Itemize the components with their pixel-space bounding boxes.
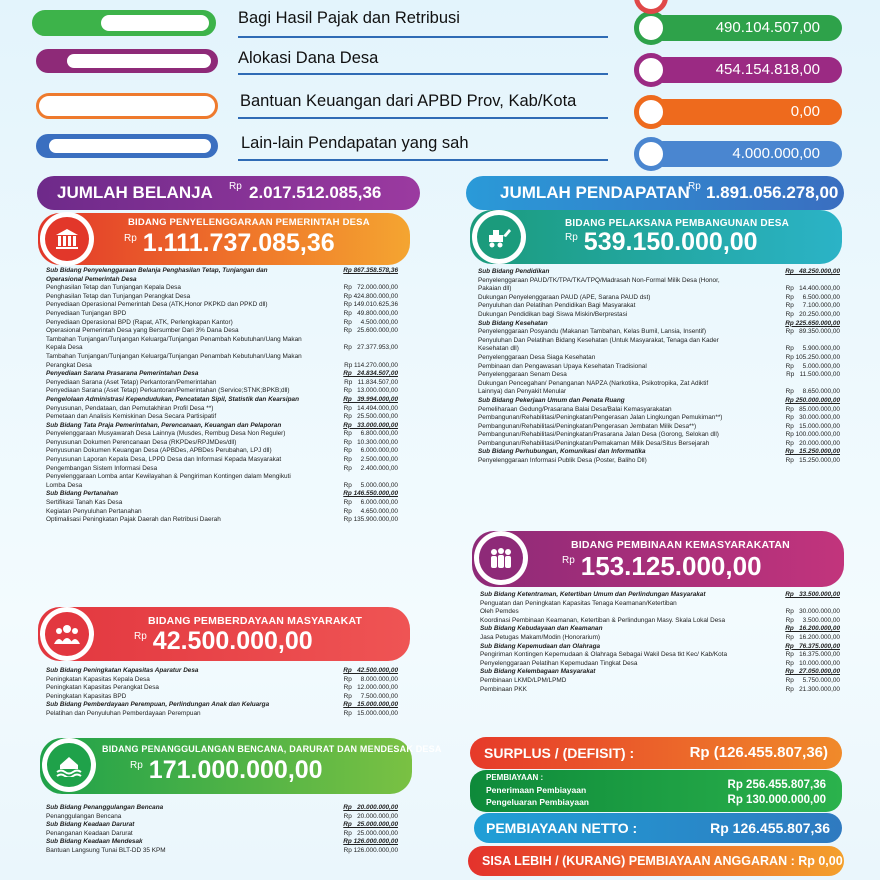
row-description: Pembinaan LKMD/LPM/LPMD — [480, 676, 567, 684]
row-description: Penyediaan Operasional BPD (Rapat, ATK, Perlengkapan Kantor) — [46, 318, 233, 326]
table-row — [46, 701, 398, 710]
table-row — [46, 499, 398, 508]
bidang-pemberdayaan-table — [46, 667, 398, 719]
table-row — [46, 821, 398, 830]
row-description: Jasa Petugas Makam/Modin (Honorarium) — [480, 633, 601, 641]
row-amount: Rp 49.800.000,00 — [343, 309, 398, 317]
row-description: Lomba Desa — [46, 481, 83, 489]
row-description: Pengelolaan Administrasi Kependudukan, Pencatatan Sipil, Statistik dan Kearsipan — [46, 395, 299, 403]
bidang-pembinaan-header: BIDANG PEMBINAAN KEMASYARAKATAN $^{Rp}$ 153.125.000,00 — [472, 531, 844, 587]
disaster-flood-icon — [42, 738, 96, 792]
row-description: Penanganan Keadaan Darurat — [46, 829, 133, 837]
table-row — [478, 294, 840, 303]
row-amount: Rp 2.400.000,00 — [343, 464, 398, 472]
row-amount: Rp 114.270.000,00 — [344, 361, 398, 369]
table-row — [46, 344, 398, 353]
table-row — [46, 465, 398, 474]
row-amount: Rp 14.400.000,00 — [785, 285, 840, 293]
row-description: Sub Bidang Pemberdayaan Perempuan, Perlindungan Anak dan Keluarga — [46, 701, 270, 709]
row-description: Sub Bidang Penanggulangan Bencana — [46, 804, 164, 811]
table-row — [480, 643, 840, 652]
row-description: Pembangunan/Rehabilitasi/Peningkatan/Pengerasan Jalan Lingkungan Pemukiman**) — [478, 414, 723, 422]
table-row — [46, 667, 398, 676]
table-row — [480, 686, 840, 695]
row-description: Penyelenggaraan Senam Desa — [478, 371, 567, 379]
row-description: Penyuluhan Dan Pelatihan Bidang Kesehatan (Untuk Masyarakat, Tenaga dan Kader — [478, 336, 719, 344]
row-description: Optimalisasi Peningkatan Pajak Daerah dan Retribusi Daerah — [46, 516, 221, 524]
row-amount: Rp 424.800.000,00 — [343, 292, 398, 300]
table-row — [478, 440, 840, 449]
row-description: Pengiriman Kontingen Kepemudaan & Olahraga Sebagai Wakil Desa tkt Kec/ Kab/Kota — [480, 651, 728, 659]
row-amount: Rp 6.000.000,00 — [343, 499, 398, 507]
row-description: Penyediaan Sarana Prasarana Pemerintahan Desa — [46, 370, 199, 378]
bidang-pemerintah-table — [46, 267, 398, 525]
table-row — [480, 634, 840, 643]
row-description: Pelatihan dan Penyuluhan Pemberdayaan Perempuan — [46, 709, 201, 717]
table-row — [46, 676, 398, 685]
table-row — [46, 422, 398, 431]
row-description: Penyelenggaraan Musyawarah Desa Lainnya (Musdes, Rembug Desa Non Reguler) — [46, 430, 286, 438]
row-description: Penyediaan Sarana (Aset Tetap) Perkantoran/Pemerintahan — [46, 378, 217, 386]
row-amount: Rp 10.000.000,00 — [785, 659, 840, 667]
community-group-icon — [40, 607, 94, 661]
table-row — [46, 490, 398, 499]
bidang-pembangunan-table — [478, 268, 840, 466]
row-description: Penghasilan Tetap dan Tunjangan Perangkat Desa — [46, 292, 191, 300]
row-amount: Rp 8.000.000,00 — [343, 675, 398, 683]
row-amount: Rp 27.050.000,00 — [785, 668, 840, 676]
row-amount: Rp 20.000.000,00 — [343, 804, 398, 811]
row-amount: Rp 6.500.000,00 — [785, 293, 840, 301]
row-description: Sub Bidang Kebudayaan dan Keamanan — [480, 625, 603, 633]
row-amount: Rp 25.000.000,00 — [343, 829, 398, 837]
construction-excavator-icon — [472, 210, 526, 264]
row-amount: Rp 5.900.000,00 — [785, 345, 840, 353]
table-row — [46, 508, 398, 517]
row-amount: Rp 6.800.000,00 — [343, 430, 398, 438]
row-amount: Rp 126.000.000,00 — [343, 838, 398, 846]
table-row — [478, 414, 840, 423]
row-amount: Rp 25.600.000,00 — [343, 327, 398, 335]
row-amount: Rp 15.000.000,00 — [343, 701, 398, 709]
sisa-box: SISA LEBIH / (KURANG) PEMBIAYAAN ANGGARAN : Rp 0,00 — [468, 846, 844, 876]
table-row — [480, 677, 840, 686]
row-amount: Rp 126.000.000,00 — [343, 846, 398, 854]
row-description: Sub Bidang Pekerjaan Umum dan Penata Ruang — [478, 396, 625, 404]
row-description: Sub Bidang Pertanahan — [46, 490, 119, 498]
row-amount: Rp 100.000.000,00 — [785, 431, 840, 439]
row-amount: Rp 135.900.000,00 — [343, 516, 398, 524]
row-amount: Rp 11.834.507,00 — [344, 378, 398, 386]
source-label-4: Lain-lain Pendapatan yang sah — [241, 134, 469, 152]
table-row — [46, 516, 398, 525]
row-amount: Rp 5.000.000,00 — [343, 481, 398, 489]
source-indicator-1 — [32, 10, 216, 36]
bidang-bencana-header: BIDANG PENANGGULANGAN BENCANA, DARURAT DAN MENDESAK DESA $^{Rp}$ 171.000.000,00 — [40, 738, 412, 794]
table-row — [478, 457, 840, 466]
row-description: Sub Bidang Perhubungan, Komunikasi dan Informatika — [478, 448, 646, 456]
table-row — [478, 285, 840, 294]
table-row — [46, 482, 398, 491]
row-description: Penyelenggaraan Pelatihan Kepemudaan Tingkat Desa — [480, 659, 638, 667]
table-row — [46, 362, 398, 371]
surplus-box: SURPLUS / (DEFISIT) : Rp (126.455.807,36) — [470, 737, 842, 769]
bidang-pembinaan-table — [480, 591, 840, 694]
row-amount: Rp 8.650.000,00 — [785, 388, 840, 396]
row-amount: Rp 14.494.000,00 — [343, 404, 398, 412]
row-amount: Rp 250.000.000,00 — [785, 396, 840, 404]
pembiayaan-box: PEMBIAYAAN : Penerimaan Pembiayaan Pengeluaran Pembiayaan Rp 256.455.807,36 Rp 130.000.000,00 — [470, 770, 842, 812]
row-description: Pembangunan/Rehabilitasi/Peningkatan/Prasarana Jalan Desa (Gorong, Selokan dll) — [478, 431, 719, 439]
jumlah-belanja-banner: JUMLAH BELANJA Rp 2.017.512.085,36 — [37, 176, 420, 210]
table-row — [46, 379, 398, 388]
government-building-icon — [40, 212, 94, 266]
row-amount: Rp 15.250.000,00 — [785, 457, 840, 465]
table-row — [478, 302, 840, 311]
row-description: Peningkatan Kapasitas BPD — [46, 692, 127, 700]
row-amount: Rp 20.250.000,00 — [785, 310, 840, 318]
row-amount: Rp 5.750.000,00 — [785, 676, 840, 684]
bidang-pembangunan-header: BIDANG PELAKSANA PEMBANGUNAN DESA $^{Rp}$ 539.150.000,00 — [470, 210, 842, 264]
row-amount: Rp 15.250.000,00 — [785, 448, 840, 456]
source-indicator-4 — [36, 134, 218, 158]
table-row — [478, 363, 840, 372]
table-row — [46, 336, 398, 345]
row-description: Penyelenggaraan Lomba antar Kewilayahan & Pengiriman Kontingen dalam Mengikuti — [46, 473, 291, 481]
row-amount: Rp 11.500.000,00 — [786, 371, 840, 379]
row-amount: Rp 72.000.000,00 — [343, 284, 398, 292]
table-row — [46, 267, 398, 276]
table-row — [478, 268, 840, 277]
table-row — [480, 600, 840, 609]
row-description: Dukungan Pencegahan/ Penanganan NAPZA (Narkotika, Psikotropika, Zat Adiktif — [478, 379, 709, 387]
table-row — [46, 319, 398, 328]
row-amount: Rp 15.000.000,00 — [343, 709, 398, 717]
table-row — [46, 387, 398, 396]
row-amount: Rp 33.000.000,00 — [343, 421, 398, 429]
pembiayaan-netto-box: PEMBIAYAAN NETTO : Rp 126.455.807,36 — [474, 813, 842, 843]
row-amount: Rp 6.000.000,00 — [343, 447, 398, 455]
row-amount: Rp 33.500.000,00 — [785, 591, 840, 598]
row-amount: Rp 30.000.000,00 — [785, 608, 840, 616]
row-description: Sub Bidang Keadaan Darurat — [46, 821, 135, 829]
row-description: Sertifikasi Tanah Kas Desa — [46, 499, 123, 507]
table-row — [480, 651, 840, 660]
row-description: Penyusunan Laporan Kepala Desa, LPPD Desa dan Informasi Kepada Masyarakat — [46, 456, 282, 464]
row-amount: Rp 4.650.000,00 — [343, 507, 398, 515]
source-indicator-2 — [36, 49, 218, 73]
row-amount: Rp 76.375.000,00 — [785, 642, 840, 650]
row-description: Perangkat Desa — [46, 361, 92, 369]
table-row — [46, 276, 398, 285]
table-row — [46, 804, 398, 813]
row-amount: Rp 48.250.000,00 — [785, 268, 840, 275]
table-row — [46, 353, 398, 362]
table-row — [478, 406, 840, 415]
table-row — [46, 301, 398, 310]
row-description: Pembinaan PKK — [480, 685, 527, 693]
row-description: Pemeliharaan Gedung/Prasarana Balai Desa/Balai Kemasyarakatan — [478, 405, 672, 413]
table-row — [46, 405, 398, 414]
table-row — [478, 423, 840, 432]
table-row — [478, 311, 840, 320]
table-row — [478, 320, 840, 329]
row-amount: Rp 24.834.507,00 — [343, 370, 398, 378]
row-description: Kegiatan Penyuluhan Pertanahan — [46, 507, 142, 515]
row-amount: Rp 105.250.000,00 — [785, 353, 840, 361]
row-amount: Rp 42.500.000,00 — [343, 667, 398, 674]
jumlah-pendapatan-banner: JUMLAH PENDAPATAN Rp 1.891.056.278,00 — [466, 176, 844, 210]
table-row — [46, 473, 398, 482]
table-row — [46, 284, 398, 293]
row-amount: Rp 25.000.000,00 — [343, 821, 398, 829]
table-row — [478, 354, 840, 363]
table-row — [478, 380, 840, 389]
bidang-pemberdayaan-header: BIDANG PEMBERDAYAAN MASYARAKAT $^{Rp}$ 42.500.000,00 — [38, 607, 410, 661]
table-row — [46, 830, 398, 839]
row-amount: Rp 146.550.000,00 — [343, 490, 398, 498]
source-label-3: Bantuan Keuangan dari APBD Prov, Kab/Kota — [240, 92, 577, 110]
row-description: Sub Bidang Kepemudaan dan Olahraga — [480, 642, 601, 650]
row-amount: Rp 30.000.000,00 — [785, 414, 840, 422]
table-row — [46, 370, 398, 379]
row-description: Pembangunan/Rehabilitasi/Peningkatan/Pemakaman Milik Desa/Situs Bersejarah — [478, 439, 710, 447]
row-amount: Rp 225.650.000,00 — [785, 319, 840, 327]
row-description: Penyelenggaraan Informasi Publik Desa (Poster, Baliho Dll) — [478, 457, 647, 465]
row-description: Penyusunan Dokumen Keuangan Desa (APBDes, APBDes Perubahan, LPJ dll) — [46, 447, 272, 455]
table-row — [478, 431, 840, 440]
row-amount: Rp 2.500.000,00 — [343, 456, 398, 464]
row-amount: Rp 3.500.000,00 — [785, 616, 840, 624]
table-row — [480, 617, 840, 626]
row-amount: Rp 16.375.000,00 — [785, 651, 840, 659]
row-amount: Rp 21.300.000,00 — [785, 685, 840, 693]
row-description: Sub Bidang Kesehatan — [478, 319, 548, 327]
row-description: Pakaian dll) — [478, 285, 512, 293]
row-description: Dukungan Pendidikan bagi Siswa Miskin/Berprestasi — [478, 310, 628, 318]
row-amount: Rp 4.500.000,00 — [343, 318, 398, 326]
source-label-2: Alokasi Dana Desa — [238, 49, 379, 67]
row-description: Penyelenggaraan PAUD/TK/TPA/TKA/TPQ/Madrasah Non-Formal Milik Desa (Honor, — [478, 276, 720, 284]
row-description: Sub Bidang Peningkatan Kapasitas Aparatur Desa — [46, 667, 199, 674]
row-description: Penyusunan, Pendataan, dan Pemutakhiran Profil Desa **) — [46, 404, 214, 412]
table-row — [46, 310, 398, 319]
row-amount: Rp 16.200.000,00 — [785, 625, 840, 633]
row-description: Dukungan Penyelenggaraan PAUD (APE, Sarana PAUD dst) — [478, 293, 651, 301]
value-pill-4: 4.000.000,00 — [650, 141, 842, 167]
row-description: Tambahan Tunjangan/Tunjangan Keluarga/Tunjangan Penambah Kebutuhan/Uang Makan — [46, 352, 302, 360]
row-description: Oleh Pemdes — [480, 608, 519, 616]
row-description: Sub Bidang Kelembagaan Masyarakat — [480, 668, 596, 676]
row-description: Pengembangan Sistem Informasi Desa — [46, 464, 158, 472]
table-row — [480, 608, 840, 617]
table-row — [478, 397, 840, 406]
row-description: Penyusunan Dokumen Perencanaan Desa (RKPDes/RPJMDes/dll) — [46, 438, 237, 446]
table-row — [46, 396, 398, 405]
row-description: Peningkatan Kapasitas Kepala Desa — [46, 675, 150, 683]
table-row — [478, 337, 840, 346]
row-description: Penyelenggaraan Posyandu (Makanan Tambahan, Kelas Bumil, Lansia, Insentif) — [478, 328, 706, 336]
table-row — [478, 371, 840, 380]
row-description: Tambahan Tunjangan/Tunjangan Keluarga/Tunjangan Penambah Kebutuhan/Uang Makan — [46, 335, 302, 343]
table-row — [46, 430, 398, 439]
row-amount: Rp 39.994.000,00 — [343, 395, 398, 403]
table-row — [46, 693, 398, 702]
row-description: Pembinaan dan Pengawasan Upaya Kesehatan Tradisional — [478, 362, 647, 370]
row-amount: Rp 16.200.000,00 — [785, 633, 840, 641]
row-amount: Rp 25.500.000,00 — [343, 413, 398, 421]
table-row — [46, 838, 398, 847]
row-amount: Rp 7.100.000,00 — [785, 302, 840, 310]
row-amount: Rp 85.000.000,00 — [785, 405, 840, 413]
row-description: Sub Bidang Pendidikan — [478, 268, 550, 275]
bidang-pemerintah-header: BIDANG PENYELENGGARAAN PEMERINTAH DESA $^{Rp}$ 1.111.737.085,36 — [38, 213, 410, 265]
table-row — [478, 388, 840, 397]
row-amount: Rp 149.010.625,36 — [343, 301, 398, 309]
row-amount: Rp 12.000.000,00 — [343, 684, 398, 692]
row-description: Sub Bidang Keadaan Mendesak — [46, 838, 143, 846]
row-description: Pembangunan/Rehabilitasi/Peningkatan/Pengerasan Jembatan Milik Desa**) — [478, 422, 697, 430]
table-row — [480, 660, 840, 669]
row-amount: Rp 10.300.000,00 — [343, 438, 398, 446]
row-amount: Rp 13.000.000,00 — [343, 387, 398, 395]
row-description: Operasional Pemerintah Desa yang Bersumber Dari 3% Dana Desa — [46, 327, 239, 335]
table-row — [46, 710, 398, 719]
row-amount: Rp 867.358.578,36 — [343, 267, 398, 274]
row-description: Penyelenggaraan Desa Siaga Kesehatan — [478, 353, 596, 361]
table-row — [46, 327, 398, 336]
row-description: Sub Bidang Tata Praja Pemerintahan, Perencanaan, Keuangan dan Pelaporan — [46, 421, 282, 429]
table-row — [46, 439, 398, 448]
row-amount: Rp 15.000.000,00 — [785, 422, 840, 430]
value-pill-2: 454.154.818,00 — [650, 57, 842, 83]
row-description: Penyediaan Operasional Pemerintah Desa (ATK,Honor PKPKD dan PPKD dll) — [46, 301, 268, 309]
row-description: Sub Bidang Ketentraman, Ketertiban Umum dan Perlindungan Masyarakat — [480, 591, 706, 598]
table-row — [46, 456, 398, 465]
table-row — [478, 277, 840, 286]
row-description: Pemetaan dan Analisis Kemiskinan Desa Secara Partisipatif — [46, 413, 217, 421]
bidang-bencana-table — [46, 804, 398, 856]
table-row — [480, 668, 840, 677]
row-description: Bantuan Langsung Tunai BLT-DD 35 KPM — [46, 846, 166, 854]
row-description: Lainnya) dan Penyakit Menular — [478, 388, 567, 396]
row-description: Kepala Desa — [46, 344, 83, 352]
table-row — [46, 847, 398, 856]
table-row — [480, 625, 840, 634]
row-description: Operasional Pemerintah Desa — [46, 275, 137, 283]
row-description: Sub Bidang Penyelenggaraan Belanja Penghasilan Tetap, Tunjangan dan — [46, 267, 268, 274]
row-description: Penghasilan Tetap dan Tunjangan Kepala Desa — [46, 284, 181, 292]
row-description: Penguatan dan Peningkatan Kapasitas Tenaga Keamanan/Ketertiban — [480, 599, 677, 607]
row-amount: Rp 20.000.000,00 — [785, 439, 840, 447]
row-amount: Rp 89.350.000,00 — [785, 328, 840, 336]
table-row — [46, 293, 398, 302]
row-description: Penyediaan Tunjangan BPD — [46, 309, 127, 317]
row-amount: Rp 5.000.000,00 — [785, 362, 840, 370]
source-indicator-3 — [36, 93, 218, 119]
table-row — [478, 345, 840, 354]
table-row — [46, 447, 398, 456]
table-row — [478, 328, 840, 337]
row-amount: Rp 27.377.953,00 — [343, 344, 398, 352]
table-row — [478, 448, 840, 457]
row-amount: Rp 7.500.000,00 — [343, 692, 398, 700]
table-row — [480, 591, 840, 600]
row-amount: Rp 20.000.000,00 — [343, 812, 398, 820]
value-pill-3: 0,00 — [650, 99, 842, 125]
row-description: Penanggulangan Bencana — [46, 812, 122, 820]
source-label-1: Bagi Hasil Pajak dan Retribusi — [238, 9, 460, 27]
row-description: Kesehatan dll) — [478, 345, 519, 353]
row-description: Koordinasi Pembinaan Keamanan, Ketertiban & Perlindungan Masy. Skala Lokal Desa — [480, 616, 726, 624]
table-row — [46, 684, 398, 693]
row-description: Peningkatan Kapasitas Perangkat Desa — [46, 684, 159, 692]
row-description: Penyuluhan dan Pelatihan Pendidikan Bagi Masyarakat — [478, 302, 636, 310]
row-description: Penyediaan Sarana (Aset Tetap) Perkantoran/Pemerintahan (Service;STNK;BPKB;dll) — [46, 387, 290, 395]
value-pill-1: 490.104.507,00 — [650, 15, 842, 41]
people-crowd-icon — [474, 531, 528, 585]
table-row — [46, 413, 398, 422]
table-row — [46, 813, 398, 822]
